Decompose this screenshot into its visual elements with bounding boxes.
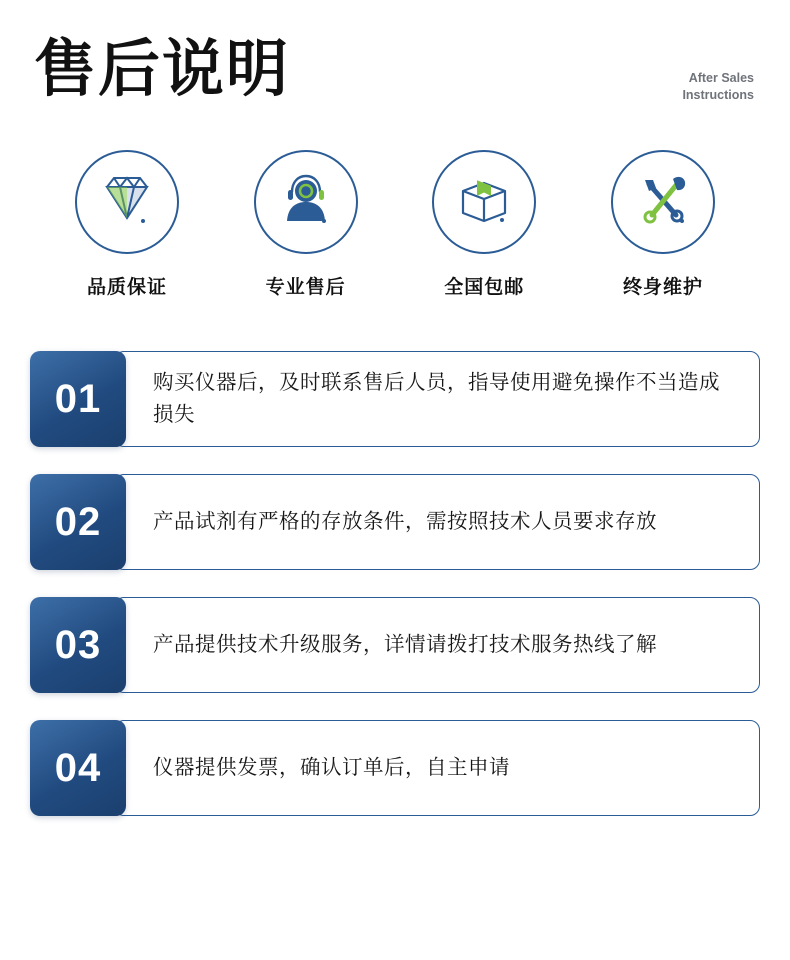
tools-wrench-screwdriver-icon <box>632 171 694 234</box>
feature-list <box>0 120 790 299</box>
list-item <box>30 474 760 570</box>
feature-icon-circle <box>254 150 358 254</box>
list-item <box>30 720 760 816</box>
feature-quality-guarantee <box>52 150 202 299</box>
feature-nationwide-free-shipping <box>409 150 559 299</box>
item-text: 购买仪器后，及时联系售后人员，指导使用避免操作不当造成损失 <box>114 351 760 447</box>
item-text: 产品提供技术升级服务，详情请拨打技术服务热线了解 <box>114 597 760 693</box>
item-text: 产品试剂有严格的存放条件，需按照技术人员要求存放 <box>114 474 760 570</box>
page-title-english <box>682 70 754 104</box>
item-text: 仪器提供发票，确认订单后，自主申请 <box>114 720 760 816</box>
diamond-icon <box>96 171 158 234</box>
feature-professional-service <box>231 150 381 299</box>
feature-label: 终身维护 <box>622 277 703 298</box>
page-title-english-line1: After Sales <box>688 71 754 85</box>
headset-support-icon <box>275 171 337 234</box>
package-box-icon <box>453 171 515 234</box>
feature-icon-circle <box>75 150 179 254</box>
item-number-badge: 04 <box>30 720 126 816</box>
page-header <box>0 0 790 120</box>
feature-icon-circle <box>432 150 536 254</box>
page-title-english-line2: Instructions <box>682 87 754 102</box>
item-number-badge: 02 <box>30 474 126 570</box>
page-title: 售后说明 <box>34 32 291 105</box>
list-item <box>30 351 760 447</box>
feature-lifetime-maintenance <box>588 150 738 299</box>
feature-label: 全国包邮 <box>444 277 525 298</box>
feature-icon-circle <box>611 150 715 254</box>
item-number-badge: 01 <box>30 351 126 447</box>
list-item <box>30 597 760 693</box>
item-number-badge: 03 <box>30 597 126 693</box>
feature-label: 品质保证 <box>86 277 167 298</box>
feature-label: 专业售后 <box>265 277 346 298</box>
instruction-list <box>0 351 790 816</box>
